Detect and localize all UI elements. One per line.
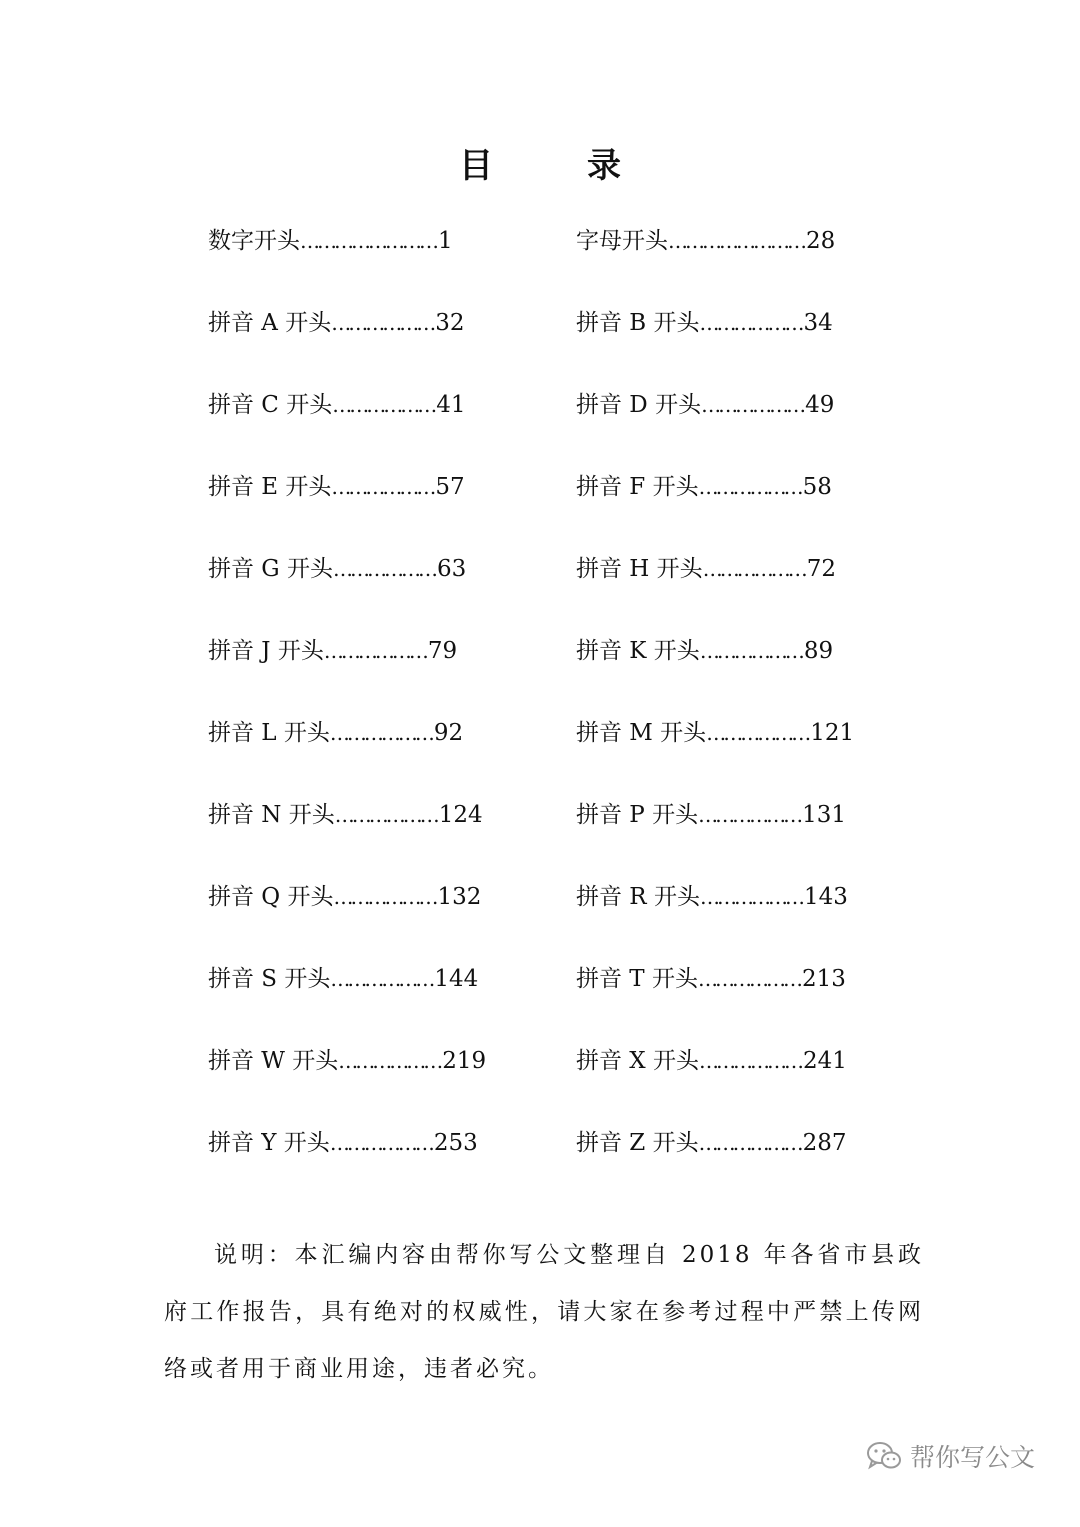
toc-leader-dots: ………………: [698, 475, 801, 499]
toc-leader-dots: ………………: [334, 803, 437, 827]
toc-entry[interactable]: [208, 222, 576, 260]
toc-entry[interactable]: [208, 386, 576, 424]
toc-page-number: 253: [433, 1130, 478, 1156]
toc-leader-dots: ………………: [699, 311, 802, 335]
toc-page-number: 89: [803, 638, 834, 664]
toc-entry-label: 拼音 Q 开头: [208, 884, 334, 910]
toc-entry-label: 拼音 H 开头: [576, 556, 703, 582]
toc-entry-label: 拼音 D 开头: [576, 392, 702, 418]
toc-row: [208, 1124, 908, 1206]
toc-entry-label: 拼音 F 开头: [576, 474, 699, 500]
toc-entry-label: 拼音 J 开头: [208, 638, 324, 664]
toc-leader-dots: ………………: [699, 1049, 801, 1073]
toc-row: [208, 1042, 908, 1124]
toc-leader-dots: ……………………: [668, 229, 804, 253]
toc-leader-dots: ………………: [338, 1049, 441, 1073]
toc-leader-dots: ………………: [329, 721, 432, 745]
toc-entry-label: 拼音 X 开头: [576, 1048, 699, 1074]
toc-entry[interactable]: [576, 1124, 908, 1162]
toc-entry[interactable]: [576, 222, 908, 260]
toc-leader-dots: ……………………: [300, 229, 436, 253]
toc-entry-label: 拼音 P 开头: [576, 802, 699, 828]
toc-page-number: 121: [810, 720, 855, 746]
toc-leader-dots: ………………: [697, 967, 800, 991]
toc-entry[interactable]: [208, 960, 576, 998]
toc-row: [208, 386, 908, 468]
toc-row: [208, 304, 908, 386]
toc-row: [208, 550, 908, 632]
toc-row: [208, 632, 908, 714]
toc-page-number: 41: [436, 392, 466, 418]
toc-row: [208, 960, 908, 1042]
toc-page-number: 63: [437, 556, 467, 582]
toc-entry[interactable]: [208, 878, 576, 916]
toc-row: [208, 222, 908, 304]
toc-page-number: 124: [438, 802, 483, 828]
toc-entry[interactable]: [576, 632, 908, 670]
toc-page-number: 92: [433, 720, 464, 746]
toc-page-number: 58: [802, 474, 832, 500]
toc-page-number: 213: [801, 966, 846, 992]
toc-entry-label: 拼音 Y 开头: [208, 1130, 330, 1156]
toc-entry[interactable]: [208, 1124, 576, 1162]
toc-entry-label: 拼音 A 开头: [208, 310, 332, 336]
toc-leader-dots: ………………: [702, 557, 805, 581]
usage-note: 说明：本汇编内容由帮你写公文整理自 2018 年各省市县政府工作报告，具有绝对的权威性，请大家在参考过程中严禁上传网络或者用于商业用途，违者必究。: [164, 1242, 924, 1382]
toc-page-number: 49: [805, 392, 835, 418]
toc-entry-label: 字母开头: [576, 228, 668, 254]
toc-page-number: 1: [438, 228, 453, 254]
toc-entry[interactable]: [576, 550, 908, 588]
toc-entry[interactable]: [576, 304, 908, 342]
toc-entry[interactable]: [208, 1042, 576, 1080]
toc-entry[interactable]: [576, 960, 908, 998]
toc-entry[interactable]: [576, 878, 908, 916]
toc-leader-dots: ………………: [332, 393, 435, 417]
toc-leader-dots: ………………: [699, 639, 802, 663]
toc-leader-dots: ………………: [706, 721, 809, 745]
toc-entry-label: 拼音 C 开头: [208, 392, 333, 418]
toc-page-number: 32: [435, 310, 465, 336]
toc-entry-label: 拼音 S 开头: [208, 966, 331, 992]
toc-entry[interactable]: [576, 714, 908, 752]
toc-leader-dots: ………………: [331, 475, 434, 499]
toc-page-number: 132: [437, 884, 482, 910]
toc-page-number: 72: [806, 556, 836, 582]
toc-leader-dots: ………………: [698, 1131, 801, 1155]
toc-entry[interactable]: [208, 468, 576, 506]
watermark-text: 帮你写公文: [910, 1443, 1036, 1472]
toc-entry-label: 拼音 M 开头: [576, 720, 707, 746]
toc-entry-label: 拼音 G 开头: [208, 556, 333, 582]
toc-leader-dots: ………………: [698, 803, 801, 827]
toc-entry[interactable]: [208, 632, 576, 670]
toc-entry[interactable]: [208, 714, 576, 752]
toc-entry-label: 拼音 T 开头: [576, 966, 698, 992]
toc-row: [208, 714, 908, 796]
toc-entry[interactable]: [208, 304, 576, 342]
toc-entry[interactable]: [208, 550, 576, 588]
toc-page-number: 34: [803, 310, 833, 336]
toc-entry-label: 拼音 N 开头: [208, 802, 335, 828]
toc-entry-label: 拼音 E 开头: [208, 474, 332, 500]
toc-page-number: 219: [442, 1048, 487, 1074]
toc-page-number: 79: [427, 638, 458, 664]
toc-entry[interactable]: [576, 796, 908, 834]
toc-entry-label: 数字开头: [208, 228, 300, 254]
toc-entry-label: 拼音 K 开头: [576, 638, 700, 664]
page-title: 目 录: [459, 146, 651, 186]
toc-leader-dots: ………………: [329, 1131, 432, 1155]
toc-entry-label: 拼音 B 开头: [576, 310, 700, 336]
toc-entry-label: 拼音 R 开头: [576, 884, 700, 910]
toc-leader-dots: ………………: [333, 557, 435, 581]
wechat-icon: [866, 1441, 902, 1471]
toc-page-number: 143: [803, 884, 848, 910]
toc-entry[interactable]: [576, 1042, 908, 1080]
toc-leader-dots: ………………: [330, 967, 433, 991]
toc-entry-label: 拼音 L 开头: [208, 720, 330, 746]
toc-leader-dots: ………………: [699, 885, 802, 909]
toc-entry-label: 拼音 Z 开头: [576, 1130, 699, 1156]
toc-row: [208, 468, 908, 550]
toc-page-number: 57: [435, 474, 465, 500]
toc-page-number: 287: [802, 1130, 847, 1156]
table-of-contents: [208, 222, 908, 1206]
toc-leader-dots: ………………: [701, 393, 804, 417]
toc-row: [208, 878, 908, 960]
toc-row: [208, 796, 908, 878]
toc-entry[interactable]: [576, 386, 908, 424]
toc-leader-dots: ………………: [333, 885, 436, 909]
toc-page-number: 28: [806, 228, 836, 254]
toc-page-number: 241: [803, 1048, 847, 1074]
toc-entry[interactable]: [576, 468, 908, 506]
toc-page-number: 131: [802, 802, 847, 828]
toc-leader-dots: ………………: [331, 311, 434, 335]
toc-leader-dots: ………………: [323, 639, 426, 663]
watermark: [866, 1438, 1035, 1474]
toc-entry[interactable]: [208, 796, 576, 834]
toc-entry-label: 拼音 W 开头: [208, 1048, 339, 1074]
toc-page-number: 144: [434, 966, 479, 992]
